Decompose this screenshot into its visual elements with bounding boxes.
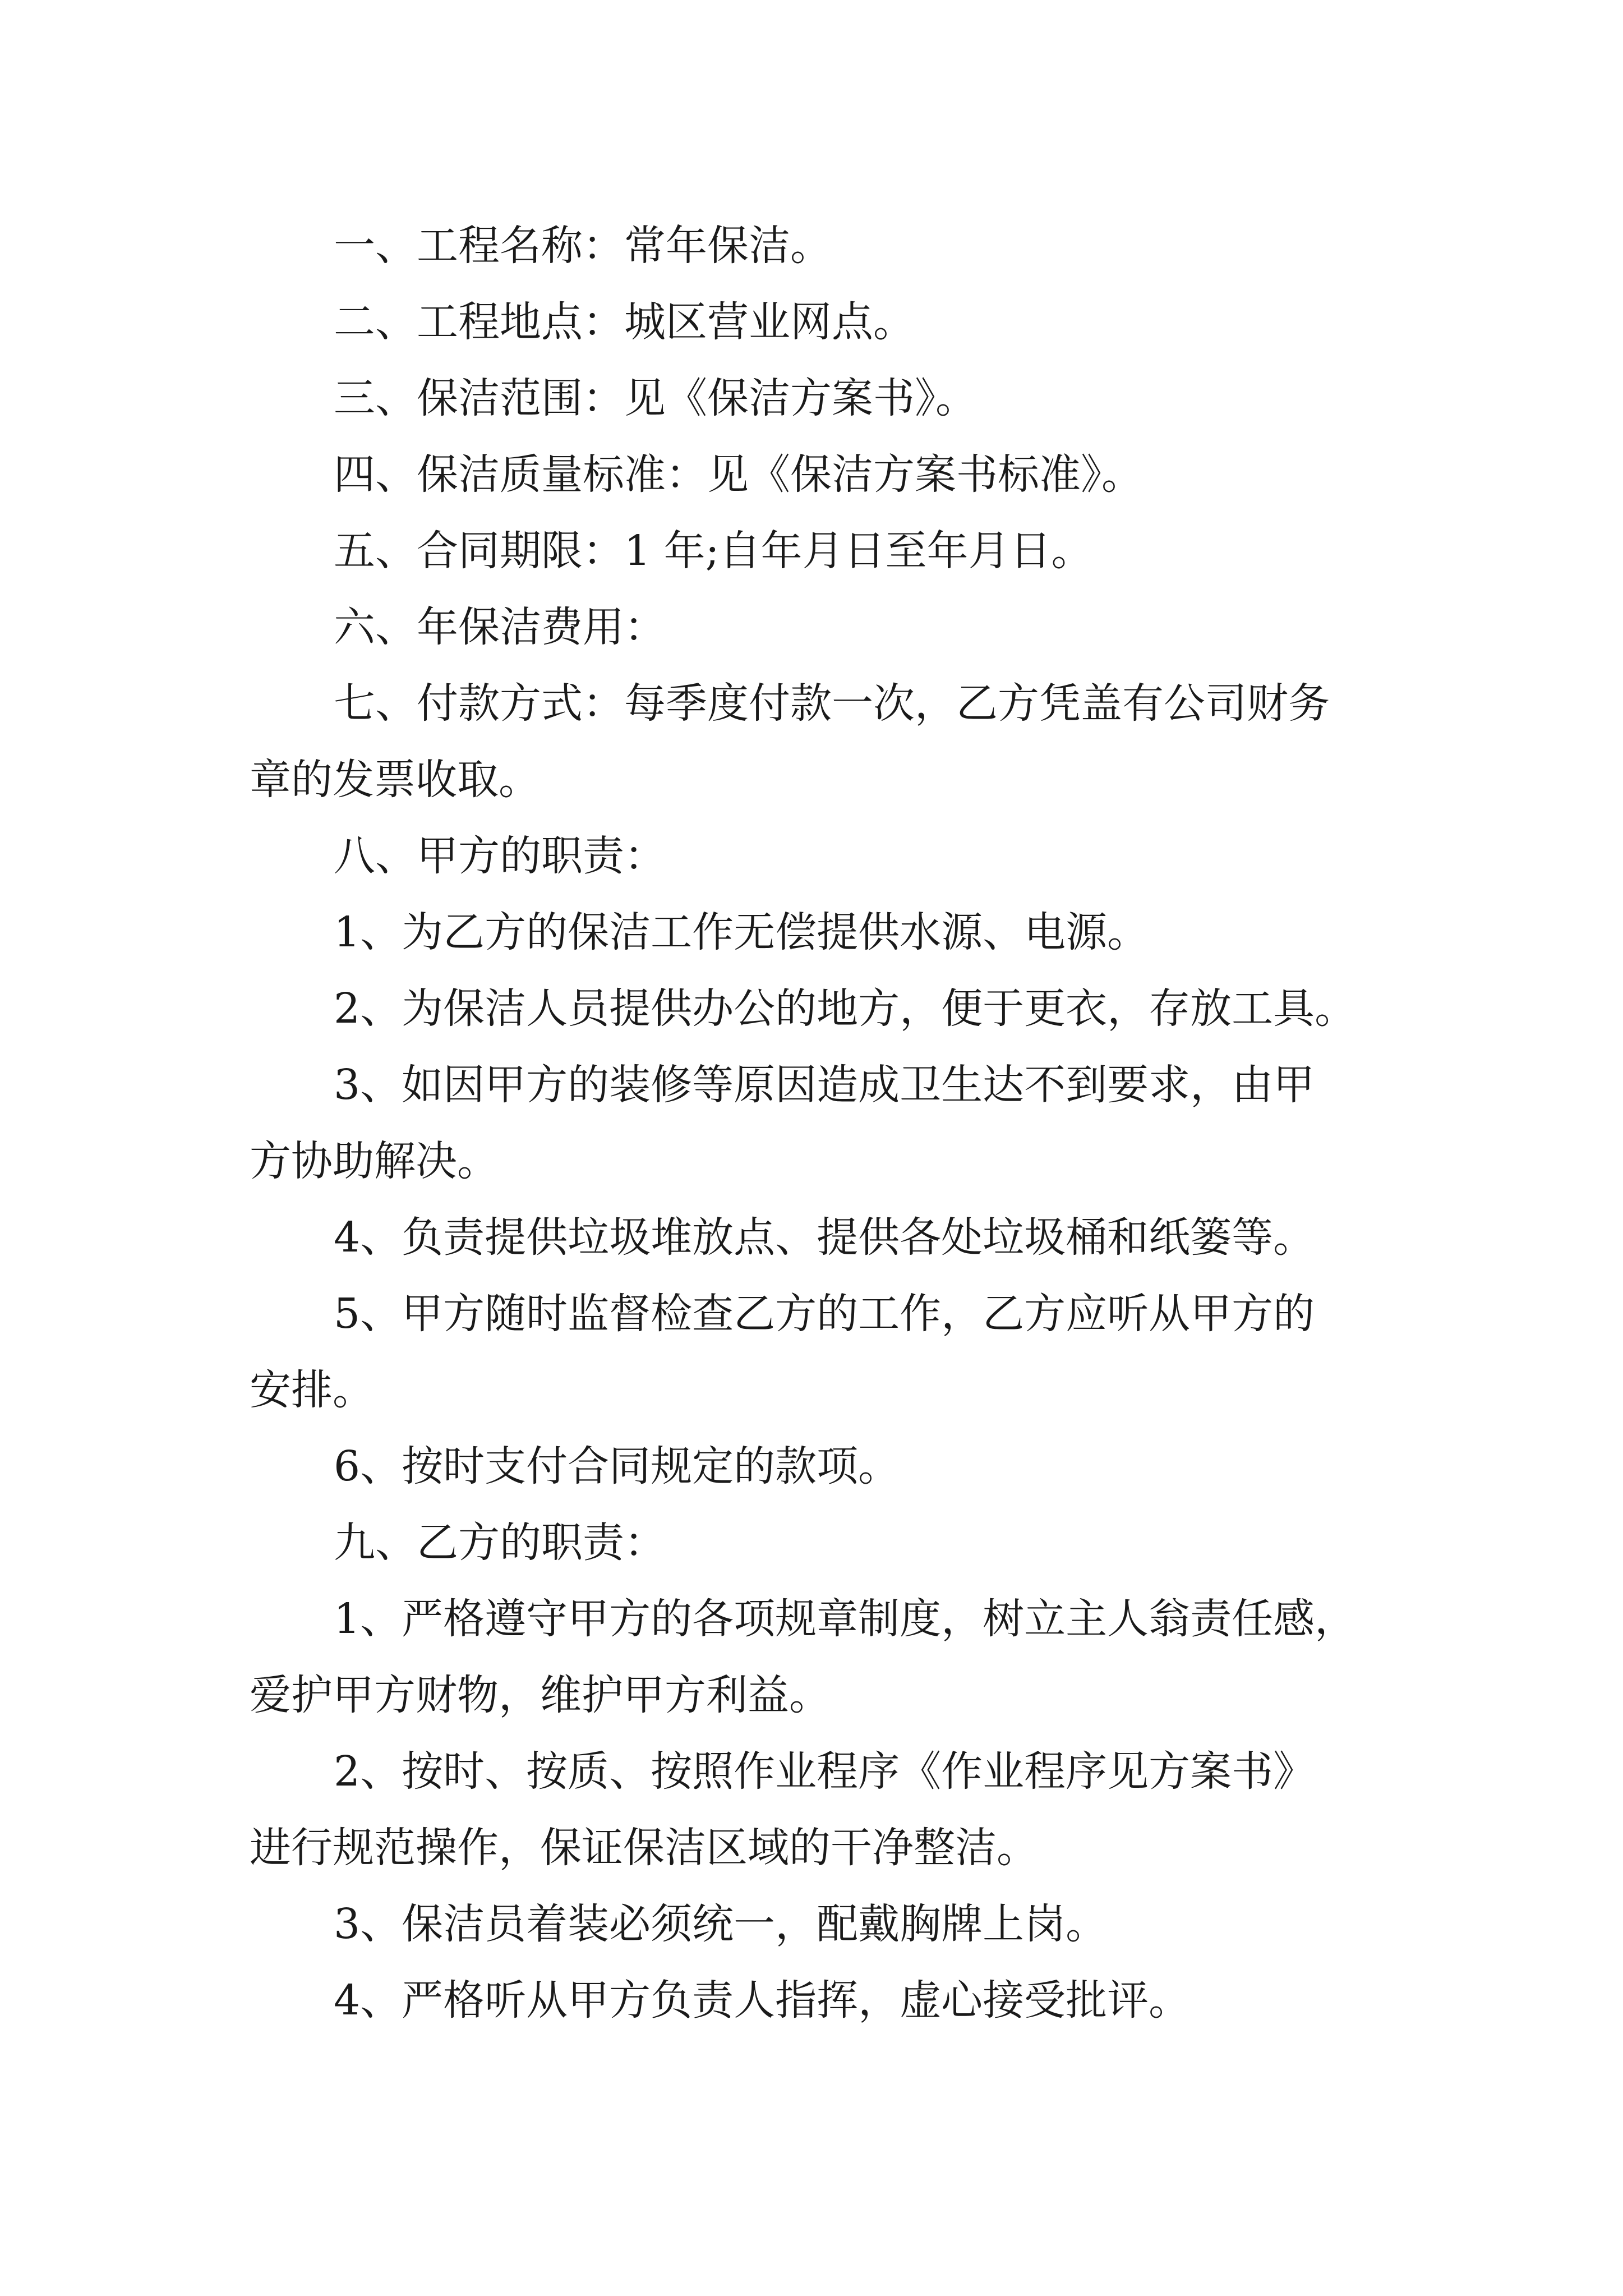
paragraph-line: 安排。 bbox=[250, 1366, 374, 1414]
party-a-duty-3 bbox=[250, 1047, 1377, 1199]
clause-6-annual-fee: 六、年保洁费用： bbox=[334, 603, 666, 651]
paragraph-line: 七、付款方式：每季度付款一次，乙方凭盖有公司财务 bbox=[334, 679, 1330, 728]
party-b-duty-1 bbox=[250, 1581, 1377, 1733]
paragraph-line: 爱护甲方财物，维护甲方利益。 bbox=[250, 1671, 831, 1719]
clause-5-contract-term: 五、合同期限：1 年;自年月日至年月日。 bbox=[334, 527, 1093, 575]
party-a-duty-4: 4、负责提供垃圾堆放点、提供各处垃圾桶和纸篓等。 bbox=[334, 1213, 1315, 1262]
paragraph-line: 5、甲方随时监督检查乙方的工作，乙方应听从甲方的 bbox=[334, 1290, 1315, 1338]
party-b-duty-4: 4、严格听从甲方负责人指挥，虚心接受批评。 bbox=[334, 1976, 1191, 2024]
party-b-duty-3: 3、保洁员着装必须统一，配戴胸牌上岗。 bbox=[334, 1900, 1108, 1948]
clause-9-party-b-duties-heading: 九、乙方的职责： bbox=[334, 1519, 666, 1567]
paragraph-line: 1、严格遵守甲方的各项规章制度，树立主人翁责任感， bbox=[334, 1595, 1357, 1643]
clause-7-payment-method bbox=[250, 665, 1377, 818]
paragraph-line: 章的发票收取。 bbox=[250, 756, 540, 804]
party-a-duty-6: 6、按时支付合同规定的款项。 bbox=[334, 1442, 900, 1490]
clause-3-cleaning-scope: 三、保洁范围：见《保洁方案书》。 bbox=[334, 374, 977, 422]
party-a-duty-5 bbox=[250, 1276, 1377, 1428]
clause-8-party-a-duties-heading: 八、甲方的职责： bbox=[334, 832, 666, 880]
party-b-duty-2 bbox=[250, 1733, 1377, 1886]
paragraph-line: 方协助解决。 bbox=[250, 1137, 499, 1185]
document-body bbox=[250, 208, 1377, 2039]
paragraph-line: 进行规范操作，保证保洁区域的干净整洁。 bbox=[250, 1824, 1038, 1872]
clause-2-project-location: 二、工程地点：城区营业网点。 bbox=[334, 298, 915, 346]
party-a-duty-1: 1、为乙方的保洁工作无偿提供水源、电源。 bbox=[334, 908, 1149, 956]
party-a-duty-2: 2、为保洁人员提供办公的地方，便于更衣，存放工具。 bbox=[334, 984, 1357, 1033]
clause-4-quality-standard: 四、保洁质量标准：见《保洁方案书标准》。 bbox=[334, 450, 1143, 499]
paragraph-line: 2、按时、按质、按照作业程序《作业程序见方案书》 bbox=[334, 1747, 1315, 1796]
paragraph-line: 3、如因甲方的装修等原因造成卫生达不到要求，由甲 bbox=[334, 1061, 1315, 1109]
clause-1-project-name: 一、工程名称：常年保洁。 bbox=[334, 222, 832, 270]
